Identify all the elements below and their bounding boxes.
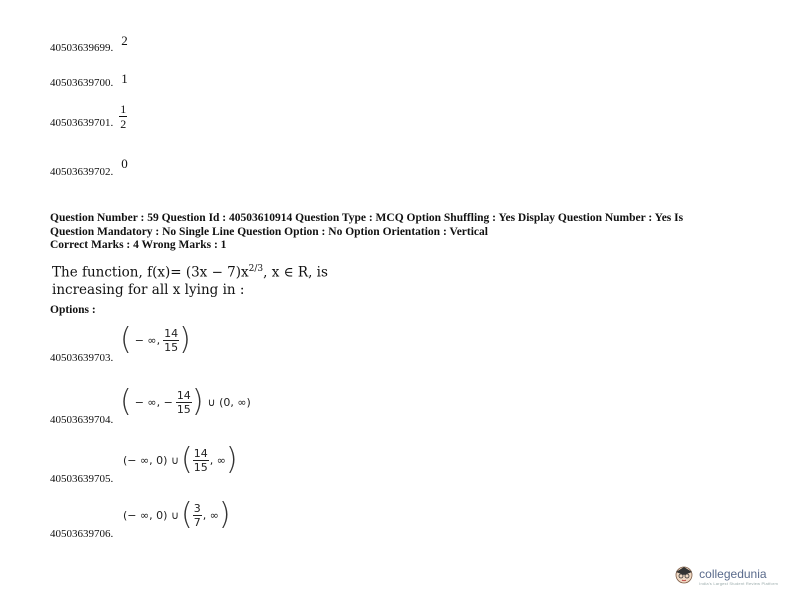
answer-option-1[interactable] <box>50 322 350 367</box>
fraction-numerator: 1 <box>120 102 127 116</box>
question-meta-line1: Question Number : 59 Question Id : 40503610914 Question Type : MCQ Option Shuffling : Yes Display Question Number : Yes Is <box>50 212 684 224</box>
option-post: , ∞ <box>202 508 219 522</box>
fraction-numerator: 14 <box>176 388 191 402</box>
option-id: 40503639706. <box>50 528 114 540</box>
question-header <box>50 212 740 253</box>
question-text-main: The function, f(x)= (3x − 7)x <box>52 264 249 281</box>
question-text-line1 <box>52 261 328 282</box>
question-exponent: 2/3 <box>248 264 264 274</box>
fraction-denominator: 15 <box>193 460 208 474</box>
option-lead: (− ∞, 0) ∪ <box>123 453 179 467</box>
option-math <box>120 384 251 419</box>
right-paren-icon: ) <box>225 442 238 477</box>
collegedunia-logo <box>673 563 778 590</box>
right-paren-icon: ) <box>179 322 191 357</box>
left-paren-icon: ( <box>120 384 132 419</box>
question-text-end: , x ∈ R, is <box>263 264 328 281</box>
prev-option-4 <box>50 155 128 178</box>
option-value: 1 <box>121 71 128 86</box>
option-post: ∪ (0, ∞) <box>207 395 251 409</box>
right-paren-icon: ) <box>191 384 204 419</box>
option-id: 40503639702. <box>50 166 114 178</box>
option-id: 40503639703. <box>50 352 114 364</box>
option-value: 2 <box>121 33 128 48</box>
fraction-denominator: 15 <box>176 402 191 416</box>
question-text-line2: increasing for all x lying in : <box>52 281 245 298</box>
option-lead: (− ∞, 0) ∪ <box>123 508 179 522</box>
fraction-numerator: 14 <box>164 326 179 340</box>
right-paren-icon: ) <box>218 497 231 532</box>
left-paren-icon: ( <box>181 497 193 532</box>
mascot-icon <box>673 563 695 590</box>
option-value: 0 <box>121 156 128 171</box>
option-fraction <box>163 328 179 353</box>
fraction-denominator: 15 <box>164 340 179 354</box>
option-fraction <box>193 448 209 473</box>
prev-option-1 <box>50 32 128 54</box>
options-label: Options : <box>50 304 96 316</box>
fraction-denominator: 7 <box>193 515 201 529</box>
prev-option-3 <box>50 103 127 130</box>
left-paren-icon: ( <box>120 322 132 357</box>
fraction-denominator: 2 <box>120 117 127 131</box>
option-fraction <box>193 503 202 528</box>
option-math <box>120 322 191 357</box>
fraction-numerator: 14 <box>193 446 208 460</box>
option-id: 40503639705. <box>50 473 114 485</box>
answer-option-4[interactable] <box>50 497 350 542</box>
fraction-value <box>119 103 127 130</box>
fraction-numerator: 3 <box>193 501 201 515</box>
option-post: , ∞ <box>209 453 226 467</box>
option-id: 40503639704. <box>50 414 114 426</box>
option-id: 40503639699. <box>50 42 114 54</box>
question-marks: Correct Marks : 4 Wrong Marks : 1 <box>50 239 227 251</box>
option-id: 40503639701. <box>50 117 114 129</box>
option-id: 40503639700. <box>50 77 114 89</box>
option-pre: − ∞, <box>134 333 161 347</box>
question-meta-line2: Question Mandatory : No Single Line Question Option : No Option Orientation : Vertical <box>50 225 488 238</box>
prev-option-2 <box>50 70 128 88</box>
left-paren-icon: ( <box>181 442 193 477</box>
option-pre: − ∞, − <box>134 395 173 409</box>
option-fraction <box>176 390 192 415</box>
brand-name: collegedunia <box>699 567 767 581</box>
question-text <box>52 261 328 299</box>
answer-option-3[interactable] <box>50 442 350 487</box>
answer-option-2[interactable] <box>50 384 350 429</box>
option-math <box>123 442 238 477</box>
brand-tagline: India's Largest Student Review Platform <box>699 581 778 586</box>
option-math <box>123 497 231 532</box>
